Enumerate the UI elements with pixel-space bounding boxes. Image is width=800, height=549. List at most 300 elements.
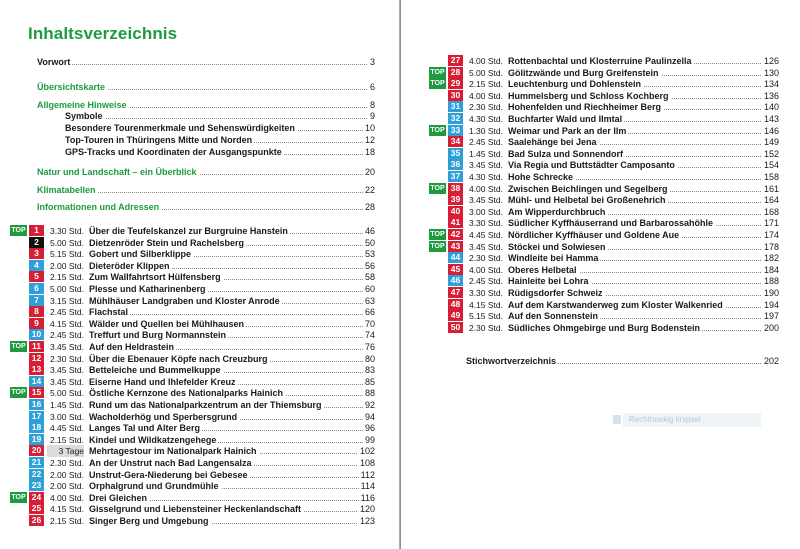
toc-entry-page: 3 bbox=[369, 57, 375, 67]
tour-duration: 4.00 Std. bbox=[468, 264, 503, 275]
toc-entry-page: 12 bbox=[364, 135, 375, 145]
toc-entry[interactable] bbox=[65, 122, 375, 134]
tour-entry[interactable] bbox=[429, 183, 779, 195]
tour-title: Über die Ebenauer Köpfe nach Creuzburg bbox=[89, 353, 268, 364]
tour-page: 66 bbox=[364, 307, 375, 318]
tour-entry[interactable] bbox=[429, 90, 779, 102]
tour-entry[interactable] bbox=[429, 299, 779, 311]
tour-entry[interactable] bbox=[429, 171, 779, 183]
tour-duration: 3.30 Std. bbox=[49, 226, 84, 236]
tour-duration: 3.45 Std. bbox=[468, 160, 503, 171]
tour-page: 152 bbox=[763, 148, 779, 159]
tour-number-badge: 10 bbox=[29, 329, 44, 340]
tour-page: 149 bbox=[763, 137, 779, 148]
tour-title: Bad Sulza und Sonnendorf bbox=[508, 148, 623, 159]
tour-entry-body bbox=[89, 295, 375, 307]
tour-page: 164 bbox=[763, 195, 779, 206]
tour-page: 154 bbox=[763, 160, 779, 171]
toc-entry[interactable] bbox=[65, 146, 375, 158]
toc-entry-page: 22 bbox=[364, 185, 375, 195]
tour-duration: 2.15 Std. bbox=[468, 79, 503, 90]
tour-entry[interactable] bbox=[429, 264, 779, 276]
tour-number-badge: 36 bbox=[448, 159, 463, 170]
tour-entry[interactable] bbox=[429, 229, 779, 241]
tour-entry[interactable] bbox=[10, 260, 375, 272]
tour-entry-body bbox=[89, 387, 375, 399]
tour-number-badge: 48 bbox=[448, 299, 463, 310]
tour-number-badge: 28 bbox=[448, 67, 463, 78]
tour-entry-body bbox=[508, 252, 779, 264]
tour-entry-body bbox=[89, 306, 375, 318]
tour-entry[interactable] bbox=[10, 492, 375, 504]
tour-entry[interactable] bbox=[429, 101, 779, 113]
tour-page: 102 bbox=[359, 446, 375, 457]
top-tour-badge: TOP bbox=[11, 227, 26, 234]
tour-entry[interactable] bbox=[10, 457, 375, 469]
tour-number-badge: 32 bbox=[448, 113, 463, 124]
tour-duration: 4.15 Std. bbox=[468, 299, 503, 310]
tour-entry-body bbox=[508, 287, 779, 299]
toc-entry-page: 20 bbox=[364, 167, 375, 177]
tour-entry[interactable] bbox=[10, 411, 375, 423]
tour-title: Hummelsberg und Schloss Kochberg bbox=[508, 90, 669, 101]
toc-entry-title: Besondere Tourenmerkmale und Sehenswürdigkeiten bbox=[65, 123, 295, 133]
tour-duration: 4.30 Std. bbox=[468, 172, 503, 182]
tour-duration: 5.00 Std. bbox=[468, 67, 503, 78]
tour-page: 46 bbox=[364, 226, 375, 236]
tour-entry[interactable] bbox=[429, 217, 779, 229]
tour-entry-body bbox=[508, 275, 779, 287]
tour-title: Zwischen Beichlingen und Segelberg bbox=[508, 183, 668, 194]
index-entry[interactable] bbox=[466, 355, 779, 367]
tour-entry-body bbox=[89, 364, 375, 376]
tour-title: Dietzenröder Stein und Rachelsberg bbox=[89, 237, 245, 248]
tour-title: Saalehänge bei Jena bbox=[508, 137, 597, 148]
tour-title: Wacholderhög und Sperbersgrund bbox=[89, 411, 238, 422]
top-tour-badge: TOP bbox=[11, 493, 26, 501]
tour-duration: 4.15 Std. bbox=[49, 318, 84, 329]
toc-entry[interactable] bbox=[37, 166, 375, 178]
tour-page: 200 bbox=[763, 322, 779, 333]
tour-entry[interactable] bbox=[10, 295, 375, 307]
tour-duration: 4.15 Std. bbox=[49, 504, 84, 515]
tour-entry-body bbox=[508, 206, 779, 218]
tour-page: 130 bbox=[763, 67, 779, 78]
tour-entry-body bbox=[508, 90, 779, 102]
tour-entry[interactable] bbox=[10, 237, 375, 249]
tour-title: Oberes Helbetal bbox=[508, 264, 577, 275]
tour-duration: 2.30 Std. bbox=[468, 253, 503, 264]
tour-entry[interactable] bbox=[429, 136, 779, 148]
tour-entry[interactable] bbox=[10, 283, 375, 295]
tour-title: Mehrtagestour im Nationalpark Hainich bbox=[89, 446, 257, 457]
toc-entry-title: GPS-Tracks und Koordinaten der Ausgangspunkte bbox=[65, 147, 282, 157]
tour-entry[interactable] bbox=[429, 78, 779, 90]
tour-page: 85 bbox=[364, 376, 375, 387]
tour-entry-body bbox=[89, 515, 375, 527]
tour-entry-body bbox=[89, 434, 375, 446]
tour-title: Gisselgrund und Liebensteiner Heckenlandschaft bbox=[89, 504, 302, 515]
top-tour-badge: TOP bbox=[430, 231, 445, 238]
tour-page: 92 bbox=[364, 400, 375, 410]
tour-entry[interactable] bbox=[429, 55, 779, 67]
tour-duration: 2.00 Std. bbox=[49, 481, 84, 492]
tour-number-badge: 46 bbox=[448, 275, 463, 286]
tour-number-badge: 21 bbox=[29, 457, 44, 468]
tour-entry-body bbox=[508, 310, 779, 322]
tour-number-badge: 12 bbox=[29, 353, 44, 364]
tour-duration: 3.45 Std. bbox=[468, 241, 503, 252]
toc-entry[interactable] bbox=[65, 110, 375, 122]
tour-title: Über die Teufelskanzel zur Burgruine Hanstein bbox=[89, 226, 288, 236]
leader-dots bbox=[89, 314, 375, 315]
tour-title: Mühl- und Helbetal bei Großenehrich bbox=[508, 195, 666, 206]
tour-entry-body bbox=[89, 283, 375, 295]
tour-entry[interactable] bbox=[10, 399, 375, 411]
tour-duration: 5.00 Std. bbox=[49, 237, 84, 248]
tour-title: Wälder und Quellen bei Mühlhausen bbox=[89, 318, 245, 329]
tour-duration: 2.30 Std. bbox=[49, 353, 84, 364]
tour-entry[interactable] bbox=[10, 353, 375, 365]
tour-title: Leuchtenburg und Dohlenstein bbox=[508, 79, 641, 90]
tour-title: Dieteröder Klippen bbox=[89, 260, 170, 271]
tour-entry[interactable] bbox=[10, 480, 375, 492]
tour-page: 70 bbox=[364, 318, 375, 329]
tour-number-badge: 14 bbox=[29, 376, 44, 387]
tour-number-badge: 19 bbox=[29, 434, 44, 445]
tour-entry[interactable] bbox=[10, 387, 375, 399]
tour-entry-body bbox=[508, 136, 779, 148]
page-title: Inhaltsverzeichnis bbox=[28, 24, 178, 43]
tour-page: 190 bbox=[763, 288, 779, 298]
tour-duration: 2.15 Std. bbox=[49, 272, 84, 283]
tour-number-badge: 39 bbox=[448, 194, 463, 205]
tour-duration: 2.00 Std. bbox=[49, 469, 84, 480]
tour-entry[interactable] bbox=[10, 364, 375, 376]
tour-title: Rund um das Nationalparkzentrum an der Thiemsburg bbox=[89, 400, 322, 410]
tour-entry[interactable] bbox=[429, 322, 779, 334]
tour-entry-body bbox=[89, 225, 375, 237]
tour-title: Gobert und Silberklippe bbox=[89, 249, 192, 260]
tour-title: Südlicher Kyffhäuserrand und Barbarossahöhle bbox=[508, 218, 714, 229]
tour-entry[interactable] bbox=[10, 422, 375, 434]
tour-number-badge: 6 bbox=[29, 283, 44, 294]
tour-title: Unstrut-Gera-Niederung bei Gebesee bbox=[89, 469, 248, 480]
tour-entry-body bbox=[508, 78, 779, 90]
tour-title: Auf dem Karstwanderweg zum Kloster Walkenried bbox=[508, 299, 723, 310]
tour-title: Rüdigsdorfer Schweiz bbox=[508, 288, 603, 298]
tour-page: 99 bbox=[364, 434, 375, 445]
tour-page: 126 bbox=[763, 56, 779, 66]
top-tour-badge: TOP bbox=[11, 389, 26, 397]
tour-duration: 5.00 Std. bbox=[49, 388, 84, 399]
tour-entry[interactable] bbox=[429, 125, 779, 137]
tour-entry[interactable] bbox=[429, 241, 779, 253]
tour-entry-body bbox=[508, 241, 779, 253]
tour-duration: 3.45 Std. bbox=[49, 342, 84, 352]
tour-page: 178 bbox=[763, 241, 779, 252]
tour-title: Auf den Heldrastein bbox=[89, 342, 175, 352]
tour-title: Hohe Schrecke bbox=[508, 172, 574, 182]
tour-duration: 2.30 Std. bbox=[468, 102, 503, 113]
tour-duration: 4.30 Std. bbox=[468, 114, 503, 124]
tour-entry-body bbox=[508, 171, 779, 183]
tour-number-badge: 1 bbox=[29, 225, 44, 236]
tour-number-badge: 45 bbox=[448, 264, 463, 275]
tour-entry-body bbox=[508, 125, 779, 137]
toc-entry[interactable] bbox=[37, 201, 375, 213]
tour-number-badge: 31 bbox=[448, 101, 463, 112]
tour-entry[interactable] bbox=[429, 252, 779, 264]
tour-page: 197 bbox=[763, 311, 779, 322]
tour-number-badge: 42 bbox=[448, 229, 463, 240]
tour-entry[interactable] bbox=[429, 194, 779, 206]
toc-entry[interactable] bbox=[37, 56, 375, 68]
tour-number-badge: 13 bbox=[29, 364, 44, 375]
tour-number-badge: 3 bbox=[29, 248, 44, 259]
tour-page: 80 bbox=[364, 353, 375, 364]
tour-entry[interactable] bbox=[10, 376, 375, 388]
tour-entry-body bbox=[508, 148, 779, 160]
toc-entry-title: Top-Touren in Thüringens Mitte und Norden bbox=[65, 135, 253, 145]
tour-entry[interactable] bbox=[429, 287, 779, 299]
tour-duration: 4.45 Std. bbox=[49, 423, 84, 434]
tour-page: 50 bbox=[364, 237, 375, 248]
tour-entry[interactable] bbox=[10, 329, 375, 341]
toc-entry[interactable] bbox=[65, 134, 375, 146]
tour-title: Treffurt und Burg Normannstein bbox=[89, 330, 226, 341]
tour-duration: 1.30 Std. bbox=[468, 125, 503, 136]
tour-duration: 3.30 Std. bbox=[468, 288, 503, 298]
tour-duration: 2.15 Std. bbox=[49, 434, 84, 445]
tour-number-badge: 41 bbox=[448, 217, 463, 228]
toc-entry-title: Klimatabellen bbox=[37, 185, 96, 195]
tour-duration: 4.00 Std. bbox=[468, 90, 503, 101]
tour-page: 134 bbox=[763, 79, 779, 90]
tour-duration: 2.30 Std. bbox=[49, 458, 84, 468]
toc-entry-page: 18 bbox=[364, 147, 375, 157]
tour-duration: 3.45 Std. bbox=[468, 195, 503, 206]
tour-entry[interactable] bbox=[10, 248, 375, 260]
tour-page: 174 bbox=[763, 230, 779, 240]
tour-number-badge: 23 bbox=[29, 480, 44, 491]
tour-duration: 1.45 Std. bbox=[49, 400, 84, 410]
tour-entry[interactable] bbox=[10, 503, 375, 515]
tour-entry[interactable] bbox=[429, 275, 779, 287]
tour-entry[interactable] bbox=[10, 469, 375, 481]
tour-entry[interactable] bbox=[10, 225, 375, 237]
tour-page: 88 bbox=[364, 388, 375, 399]
tour-page: 188 bbox=[763, 276, 779, 287]
tour-entry-body bbox=[89, 260, 375, 272]
tour-number-badge: 4 bbox=[29, 260, 44, 271]
tour-page: 171 bbox=[763, 218, 779, 229]
tour-page: 182 bbox=[763, 253, 779, 264]
snip-icon bbox=[613, 415, 621, 424]
tour-entry[interactable] bbox=[10, 341, 375, 353]
tour-entry[interactable] bbox=[10, 318, 375, 330]
tour-entry-body bbox=[89, 469, 375, 481]
tour-number-badge: 37 bbox=[448, 171, 463, 182]
tour-entry[interactable] bbox=[429, 67, 779, 79]
toc-entry-page: 6 bbox=[369, 82, 375, 92]
tour-title: Stöckei und Solwiesen bbox=[508, 241, 606, 252]
tour-duration: 1.45 Std. bbox=[468, 148, 503, 159]
top-tour-badge: TOP bbox=[430, 184, 445, 192]
tour-page: 136 bbox=[763, 90, 779, 101]
tour-entry-body bbox=[89, 237, 375, 249]
tour-title: An der Unstrut nach Bad Langensalza bbox=[89, 458, 252, 468]
tour-entry[interactable] bbox=[10, 445, 375, 457]
tour-entry-body bbox=[89, 353, 375, 365]
tour-entry-body bbox=[508, 113, 779, 125]
tour-entry[interactable] bbox=[429, 310, 779, 322]
tour-title: Singer Berg und Umgebung bbox=[89, 516, 209, 526]
tour-title: Östliche Kernzone des Nationalparks Hainich bbox=[89, 388, 284, 399]
tour-title: Am Wipperdurchbruch bbox=[508, 206, 606, 217]
tour-title: Langes Tal und Alter Berg bbox=[89, 423, 201, 434]
tour-number-badge: 5 bbox=[29, 271, 44, 282]
tour-duration: 2.45 Std. bbox=[49, 307, 84, 318]
tour-entry[interactable] bbox=[10, 434, 375, 446]
tour-number-badge: 29 bbox=[448, 78, 463, 89]
toc-entry[interactable] bbox=[37, 184, 375, 196]
tour-entry-body bbox=[89, 411, 375, 423]
tour-title: Nördlicher Kyffhäuser und Goldene Aue bbox=[508, 230, 680, 240]
tour-title: Mühlhäuser Landgraben und Kloster Anrode bbox=[89, 295, 280, 306]
index-entry-page: 202 bbox=[763, 356, 779, 366]
tour-title: Drei Gleichen bbox=[89, 492, 148, 503]
tour-page: 123 bbox=[359, 516, 375, 526]
tour-number-badge: 25 bbox=[29, 503, 44, 514]
tour-number-badge: 2 bbox=[29, 237, 44, 248]
tour-entry[interactable] bbox=[10, 271, 375, 283]
tour-duration: 2.00 Std. bbox=[49, 260, 84, 271]
toc-entry-title: Vorwort bbox=[37, 57, 71, 67]
tour-number-badge: 50 bbox=[448, 322, 463, 333]
tour-entry-body bbox=[89, 492, 375, 504]
snip-overlay-label: Rechthoekig knipsel bbox=[623, 413, 761, 427]
tour-entry-body bbox=[508, 264, 779, 276]
tour-entry-body bbox=[89, 422, 375, 434]
tour-entry[interactable] bbox=[429, 159, 779, 171]
tour-page: 143 bbox=[763, 114, 779, 124]
tour-entry-body bbox=[508, 55, 779, 67]
tour-number-badge: 7 bbox=[29, 295, 44, 306]
tour-entry-body bbox=[508, 299, 779, 311]
tour-page: 53 bbox=[364, 249, 375, 260]
tour-page: 94 bbox=[364, 411, 375, 422]
tour-title: Via Regia und Buttstädter Camposanto bbox=[508, 160, 675, 171]
tour-title: Orphalgrund und Grundmühle bbox=[89, 481, 219, 492]
tour-number-badge: 24 bbox=[29, 492, 44, 503]
tour-entry-body bbox=[89, 329, 375, 341]
leader-dots bbox=[37, 64, 375, 65]
tour-duration: 3.30 Std. bbox=[468, 218, 503, 229]
tour-number-badge: 18 bbox=[29, 422, 44, 433]
toc-entry-page: 10 bbox=[364, 123, 375, 133]
tour-number-badge: 15 bbox=[29, 387, 44, 398]
tour-title: Hohenfelden und Riechheimer Berg bbox=[508, 102, 662, 113]
tour-entry-body bbox=[508, 183, 779, 195]
tour-duration: 5.00 Std. bbox=[49, 284, 84, 294]
tour-title: Weimar und Park an der Ilm bbox=[508, 125, 627, 136]
tour-title: Rottenbachtal und Klosterruine Paulinzella bbox=[508, 56, 692, 66]
toc-entry-page: 28 bbox=[364, 202, 375, 212]
tour-title: Gölitzwände und Burg Greifenstein bbox=[508, 67, 659, 78]
tour-entry-body bbox=[89, 376, 375, 388]
tour-page: 63 bbox=[364, 295, 375, 306]
tour-title: Auf den Sonnenstein bbox=[508, 311, 598, 322]
toc-entry-title: Natur und Landschaft – ein Überblick bbox=[37, 167, 197, 177]
tour-number-badge: 22 bbox=[29, 469, 44, 480]
tour-entry-body bbox=[89, 271, 375, 283]
tour-entry[interactable] bbox=[429, 206, 779, 218]
tour-page: 60 bbox=[364, 284, 375, 294]
top-tour-badge: TOP bbox=[430, 126, 445, 134]
tour-number-badge: 49 bbox=[448, 310, 463, 321]
toc-entry-page: 8 bbox=[369, 100, 375, 110]
tour-duration: 2.45 Std. bbox=[468, 137, 503, 148]
tour-page: 158 bbox=[763, 172, 779, 182]
tour-duration: 4.45 Std. bbox=[468, 230, 503, 240]
tour-number-badge: 40 bbox=[448, 206, 463, 217]
tour-entry[interactable] bbox=[10, 306, 375, 318]
tour-title: Plesse und Katharinenberg bbox=[89, 284, 206, 294]
tour-page: 116 bbox=[360, 492, 375, 503]
top-tour-badge: TOP bbox=[11, 343, 26, 350]
tour-title: Eiserne Hand und Ihlefelder Kreuz bbox=[89, 376, 236, 387]
tour-title: Betteleiche und Bummelkuppe bbox=[89, 365, 221, 376]
tour-entry-body bbox=[89, 318, 375, 330]
leader-dots bbox=[65, 118, 375, 119]
tour-number-badge: 43 bbox=[448, 241, 463, 252]
tour-number-badge: 34 bbox=[448, 136, 463, 147]
tour-number-badge: 47 bbox=[448, 287, 463, 298]
tour-page: 120 bbox=[359, 504, 375, 515]
tour-page: 161 bbox=[763, 183, 779, 194]
toc-entry-title: Allgemeine Hinweise bbox=[37, 100, 127, 110]
tour-number-badge: 33 bbox=[448, 125, 463, 136]
tour-title: Windleite bei Hamma bbox=[508, 253, 599, 264]
tour-title: Kindel und Wildkatzengehege bbox=[89, 434, 217, 445]
tour-title: Buchfarter Wald und Ilmtal bbox=[508, 114, 623, 124]
tour-entry[interactable] bbox=[10, 515, 375, 527]
tour-number-badge: 27 bbox=[448, 55, 463, 66]
tour-number-badge: 8 bbox=[29, 306, 44, 317]
tour-page: 146 bbox=[763, 125, 779, 136]
tour-page: 56 bbox=[364, 260, 375, 271]
toc-entry[interactable] bbox=[37, 81, 375, 93]
toc-entry-title: Übersichtskarte bbox=[37, 82, 106, 92]
tour-entry[interactable] bbox=[429, 113, 779, 125]
tour-entry-body bbox=[89, 457, 375, 469]
tour-number-badge: 9 bbox=[29, 318, 44, 329]
tour-title: Südliches Ohmgebirge und Burg Bodenstein bbox=[508, 322, 701, 333]
toc-entry-title: Symbole bbox=[65, 111, 103, 121]
tour-entry[interactable] bbox=[429, 148, 779, 160]
tour-number-badge: 44 bbox=[448, 252, 463, 263]
tour-duration: 3.00 Std. bbox=[49, 411, 84, 422]
tour-entry-body bbox=[508, 229, 779, 241]
tour-entry-body bbox=[89, 341, 375, 353]
tour-page: 184 bbox=[763, 264, 779, 275]
top-tour-badge: TOP bbox=[430, 68, 445, 76]
tour-page: 74 bbox=[364, 330, 375, 341]
tour-number-badge: 20 bbox=[29, 445, 44, 456]
toc-entry-title: Informationen und Adressen bbox=[37, 202, 160, 212]
tour-duration: 2.30 Std. bbox=[468, 322, 503, 333]
